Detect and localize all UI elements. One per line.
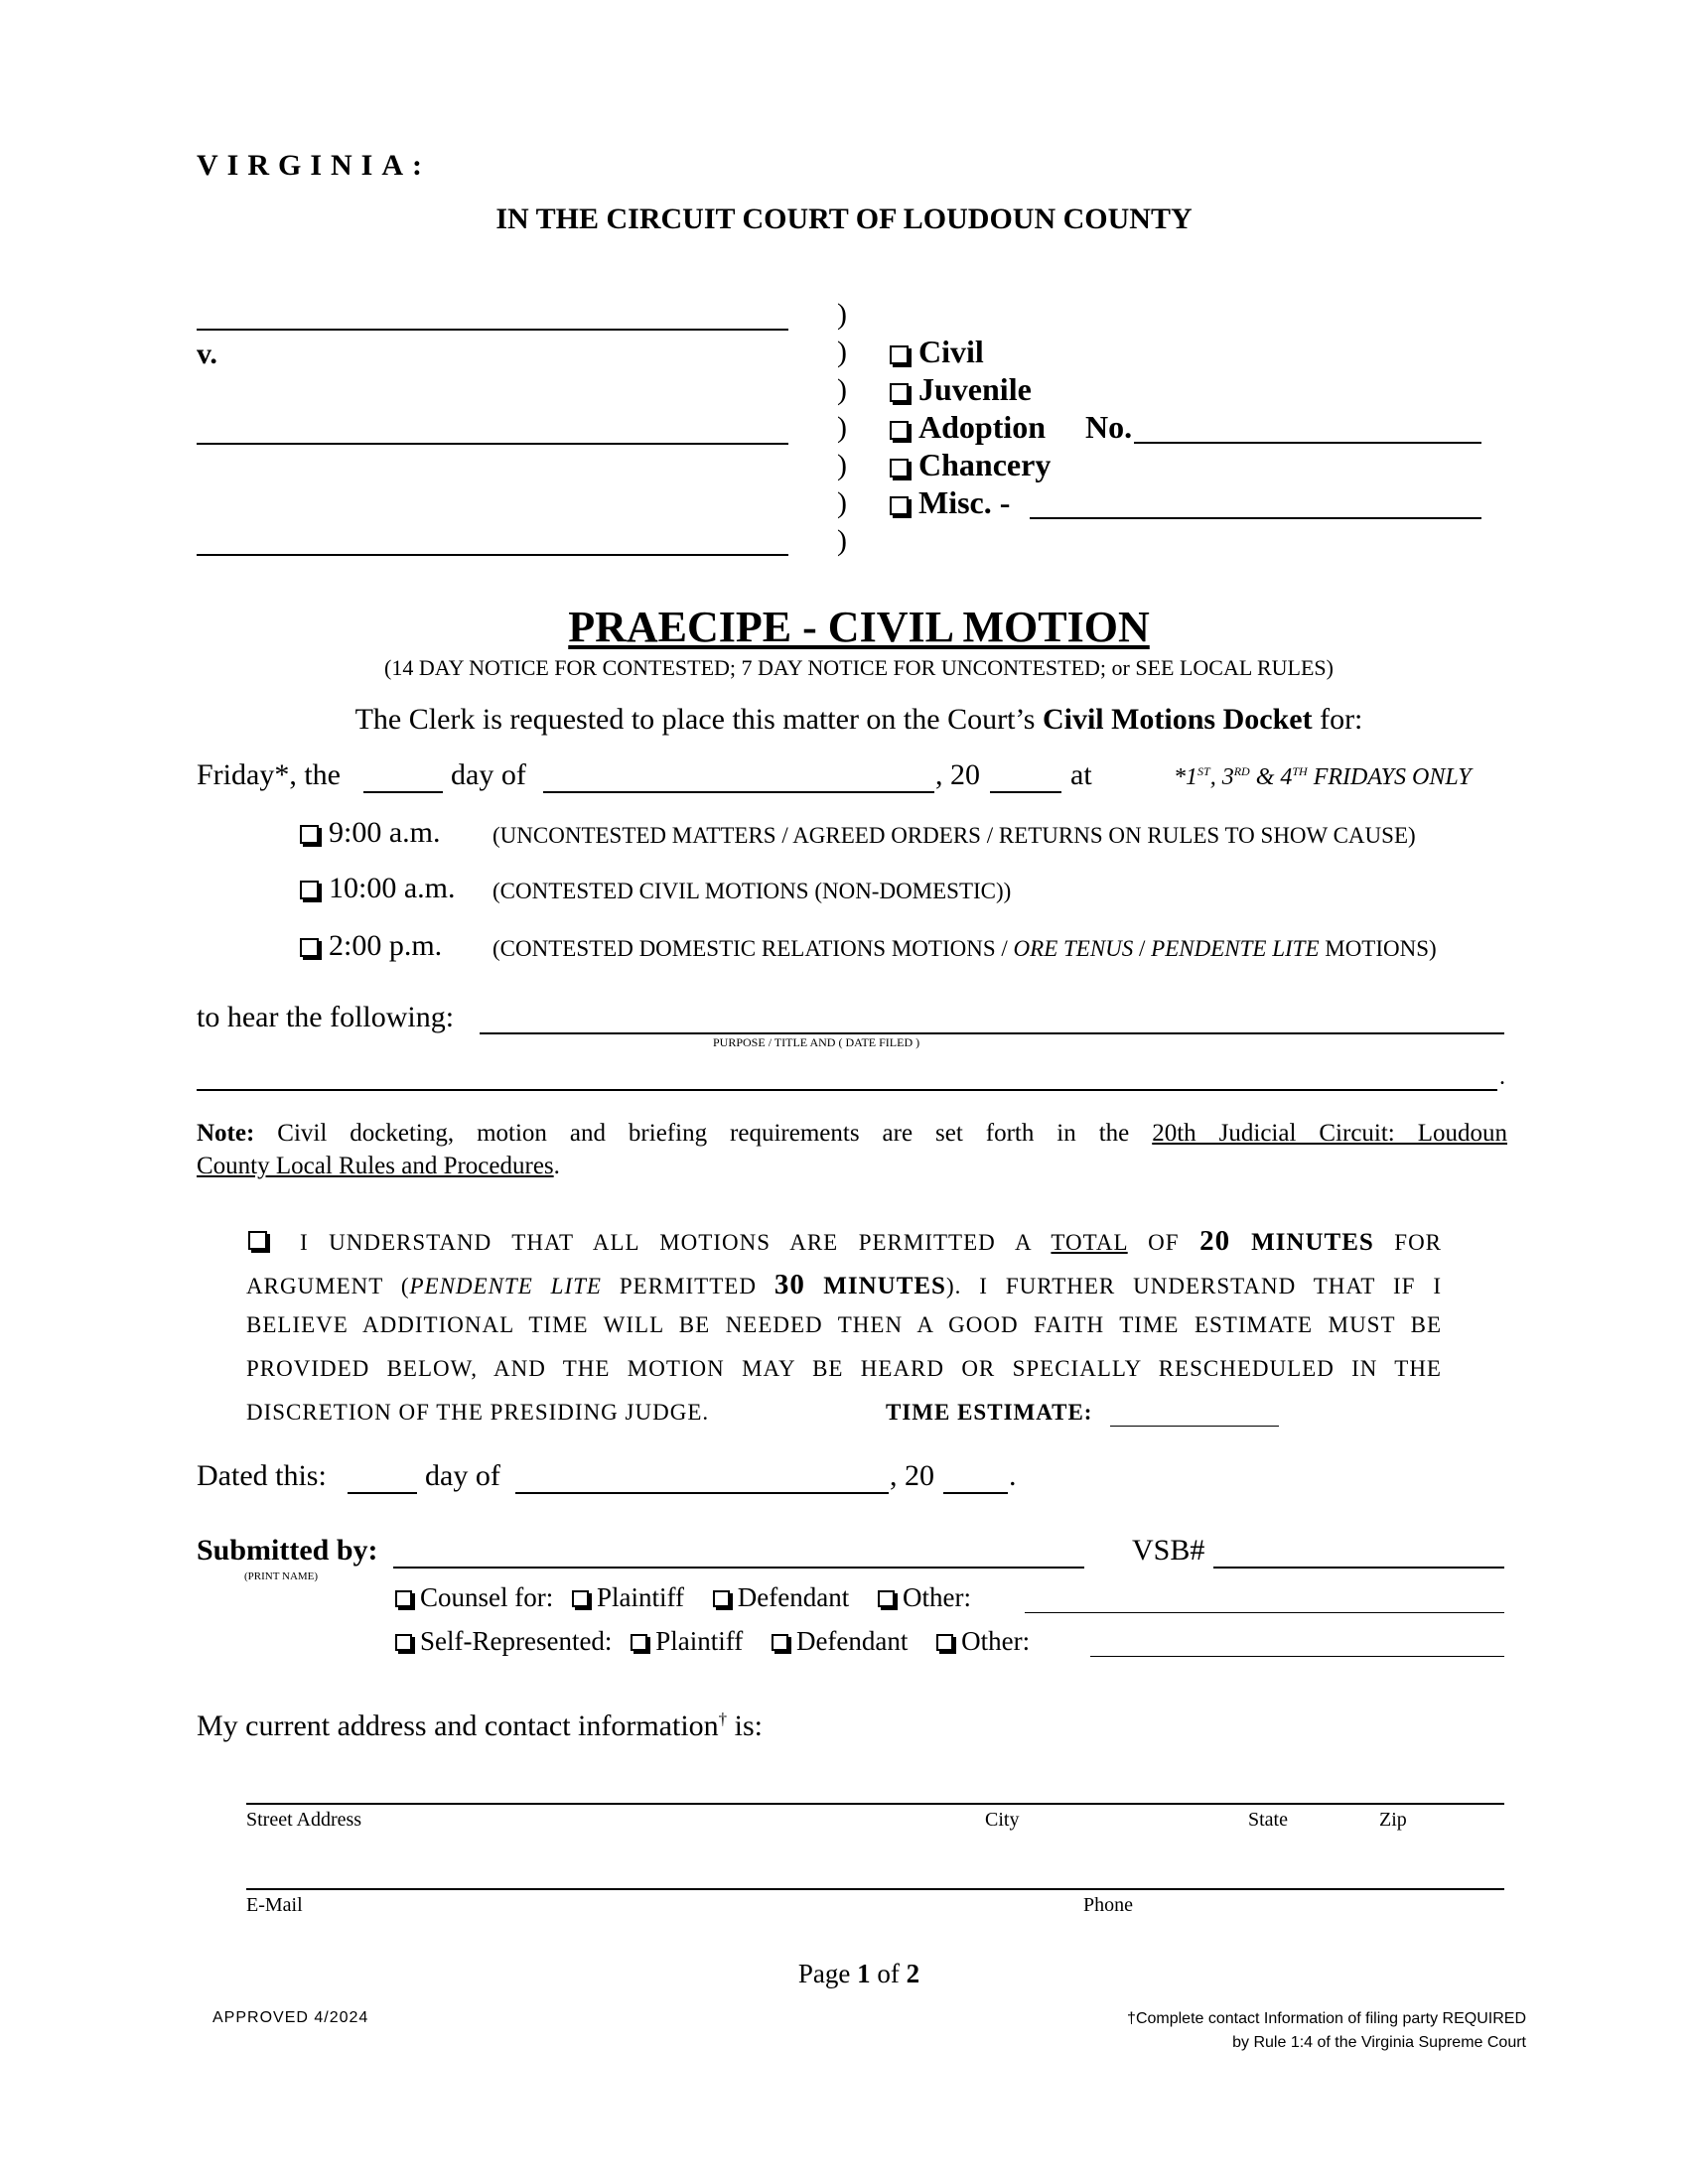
checkbox-icon[interactable] xyxy=(300,881,319,899)
time-label: 10:00 a.m. xyxy=(329,872,456,904)
friday-label: Friday*, the xyxy=(197,758,341,791)
counsel-other-line[interactable] xyxy=(1025,1612,1504,1613)
street-address-label: Street Address xyxy=(246,1809,362,1831)
dated-period: . xyxy=(1009,1459,1017,1492)
ack-line-1: I UNDERSTAND THAT ALL MOTIONS ARE PERMITTED A TOTAL OF 20 MINUTES FOR xyxy=(300,1225,1443,1257)
plaintiff-label: Plaintiff xyxy=(597,1582,685,1612)
at-label: at xyxy=(1070,758,1092,791)
page-number: Page 1 of 2 xyxy=(797,1959,920,1988)
docket-name: Civil Motions Docket xyxy=(1042,703,1313,736)
checkbox-icon[interactable] xyxy=(936,1634,953,1651)
case-type-civil[interactable] xyxy=(890,334,984,370)
ack-line-2: ARGUMENT (PENDENTE LITE PERMITTED 30 MINUTES). I FURTHER UNDERSTAND THAT IF I xyxy=(246,1269,1442,1300)
day-of-label: day of xyxy=(451,758,526,791)
local-rules-link[interactable]: 20th Judicial Circuit: Loudoun xyxy=(1152,1120,1507,1147)
case-type-misc[interactable] xyxy=(890,484,1010,521)
defendant-label: Defendant xyxy=(795,1626,909,1656)
state-label: State xyxy=(1248,1809,1288,1831)
caption-paren: ) xyxy=(837,411,847,444)
case-number-line[interactable] xyxy=(1134,442,1481,444)
form-title: PRAECIPE - CIVIL MOTION xyxy=(568,603,1150,651)
case-type-label: Juvenile xyxy=(918,371,1032,407)
checkbox-icon[interactable] xyxy=(878,1590,895,1607)
counsel-label: Counsel for: xyxy=(420,1582,554,1612)
self-rep-label: Self-Represented: xyxy=(420,1626,613,1656)
court-heading: IN THE CIRCUIT COURT OF LOUDOUN COUNTY xyxy=(495,203,1193,235)
time-desc-900: (UNCONTESTED MATTERS / AGREED ORDERS / RETURNS ON RULES TO SHOW CAUSE) xyxy=(492,823,1416,848)
case-type-label: Misc. - xyxy=(918,484,1011,520)
notice-text: (14 DAY NOTICE FOR CONTESTED; 7 DAY NOTICE FOR UNCONTESTED; or SEE LOCAL RULES) xyxy=(384,655,1334,680)
dated-day-line[interactable] xyxy=(348,1492,417,1494)
email-phone-line[interactable] xyxy=(246,1888,1504,1890)
dated-month-line[interactable] xyxy=(515,1492,889,1494)
case-type-chancery[interactable] xyxy=(890,447,1051,483)
defendant-label: Defendant xyxy=(737,1582,850,1612)
checkbox-icon[interactable] xyxy=(395,1590,412,1607)
ack-line-4: PROVIDED BELOW, AND THE MOTION MAY BE HEARD OR SPECIALLY RESCHEDULED IN THE xyxy=(246,1356,1442,1381)
case-type-juvenile[interactable] xyxy=(890,371,1032,408)
hearing-year-line[interactable] xyxy=(990,791,1061,793)
time-desc-200: (CONTESTED DOMESTIC RELATIONS MOTIONS / ORE TENUS / PENDENTE LITE MOTIONS) xyxy=(492,936,1437,961)
hear-sub-label: PURPOSE / TITLE AND ( DATE FILED ) xyxy=(713,1035,920,1049)
versus-label: v. xyxy=(197,338,217,370)
time-option-1000[interactable] xyxy=(300,872,456,905)
local-rules-note-2: County Local Rules and Procedures. xyxy=(197,1153,560,1179)
hearing-day-line[interactable] xyxy=(363,791,443,793)
time-desc-1000: (CONTESTED CIVIL MOTIONS (NON-DOMESTIC)) xyxy=(492,879,1012,903)
dated-label: Dated this: xyxy=(197,1459,327,1492)
hearing-month-line[interactable] xyxy=(543,791,934,793)
case-type-label: Civil xyxy=(918,334,984,369)
case-type-label: Chancery xyxy=(918,447,1052,482)
hear-purpose-line-2[interactable] xyxy=(197,1089,1497,1091)
friday-note: *1ST, 3RD & 4TH FRIDAYS ONLY xyxy=(1174,764,1472,790)
hear-label: to hear the following: xyxy=(197,1001,455,1033)
address-heading: My current address and contact information† is: xyxy=(197,1709,764,1742)
plaintiff-name-line[interactable] xyxy=(197,329,788,331)
hear-period: . xyxy=(1499,1064,1505,1090)
zip-label: Zip xyxy=(1379,1809,1407,1831)
case-number-label: No. xyxy=(1085,409,1133,445)
counsel-row xyxy=(395,1582,971,1613)
checkbox-icon[interactable] xyxy=(631,1634,647,1651)
hear-purpose-line[interactable] xyxy=(480,1032,1504,1034)
checkbox-icon[interactable] xyxy=(890,496,909,515)
time-estimate-line[interactable] xyxy=(1110,1426,1279,1427)
submitted-name-line[interactable] xyxy=(393,1567,1084,1569)
other-label: Other: xyxy=(961,1626,1031,1656)
time-label: 2:00 p.m. xyxy=(329,929,443,962)
self-rep-other-line[interactable] xyxy=(1090,1656,1504,1657)
plaintiff-label: Plaintiff xyxy=(655,1626,744,1656)
clerk-request: The Clerk is requested to place this matter on the Court’s Civil Motions Docket for: xyxy=(354,703,1363,736)
dated-year-prefix: , 20 xyxy=(890,1459,934,1492)
checkbox-icon[interactable] xyxy=(890,421,909,440)
caption-paren: ) xyxy=(837,449,847,481)
vsb-label: VSB# xyxy=(1132,1534,1205,1567)
case-type-adoption[interactable] xyxy=(890,409,1046,446)
approved-date: APPROVED 4/2024 xyxy=(212,2009,369,2026)
other-label: Other: xyxy=(902,1582,971,1612)
checkbox-icon[interactable] xyxy=(890,345,909,364)
ack-checkbox[interactable] xyxy=(248,1231,277,1253)
caption-paren: ) xyxy=(837,524,847,557)
checkbox-icon[interactable] xyxy=(713,1590,730,1607)
defendant-2-name-line[interactable] xyxy=(197,554,788,556)
caption-paren: ) xyxy=(837,336,847,368)
street-address-line[interactable] xyxy=(246,1803,1504,1805)
caption-paren: ) xyxy=(837,298,847,331)
checkbox-icon[interactable] xyxy=(772,1634,788,1651)
time-option-200[interactable] xyxy=(300,929,442,963)
ack-line-3: BELIEVE ADDITIONAL TIME WILL BE NEEDED THEN A GOOD FAITH TIME ESTIMATE MUST BE xyxy=(246,1312,1442,1337)
caption-paren: ) xyxy=(837,486,847,519)
misc-description-line[interactable] xyxy=(1030,517,1481,519)
state-heading: VIRGINIA: xyxy=(197,149,432,182)
checkbox-icon[interactable] xyxy=(890,459,909,478)
checkbox-icon[interactable] xyxy=(248,1231,267,1250)
checkbox-icon[interactable] xyxy=(300,938,319,957)
city-label: City xyxy=(985,1809,1020,1831)
dated-day-of: day of xyxy=(425,1459,500,1492)
submitted-label: Submitted by: xyxy=(197,1534,378,1567)
checkbox-icon[interactable] xyxy=(300,825,319,844)
time-option-900[interactable] xyxy=(300,816,441,850)
contact-requirement-note: †Complete contact Information of filing party REQUIRED by Rule 1:4 of the Virginia Supreme Court xyxy=(1127,2010,1526,2051)
time-estimate-label: TIME ESTIMATE: xyxy=(886,1400,1093,1425)
ack-line-5: DISCRETION OF THE PRESIDING JUDGE. xyxy=(246,1400,710,1425)
checkbox-icon[interactable] xyxy=(890,383,909,402)
time-label: 9:00 a.m. xyxy=(329,816,441,849)
local-rules-link[interactable]: County Local Rules and Procedures xyxy=(197,1153,554,1179)
defendant-name-line[interactable] xyxy=(197,443,788,445)
checkbox-icon[interactable] xyxy=(395,1634,412,1651)
case-type-label: Adoption xyxy=(918,409,1047,445)
email-label: E-Mail xyxy=(246,1894,303,1916)
print-name-label: (PRINT NAME) xyxy=(244,1570,319,1582)
vsb-number-line[interactable] xyxy=(1213,1567,1504,1569)
caption-paren: ) xyxy=(837,373,847,406)
dated-year-line[interactable] xyxy=(943,1492,1008,1494)
year-prefix: , 20 xyxy=(935,758,980,791)
local-rules-note: Note: Civil docketing, motion and briefing requirements are set forth in the 20th Judicial Circuit: Loudoun xyxy=(197,1120,1507,1147)
self-rep-row xyxy=(395,1626,1030,1657)
phone-label: Phone xyxy=(1083,1894,1133,1916)
checkbox-icon[interactable] xyxy=(572,1590,589,1607)
